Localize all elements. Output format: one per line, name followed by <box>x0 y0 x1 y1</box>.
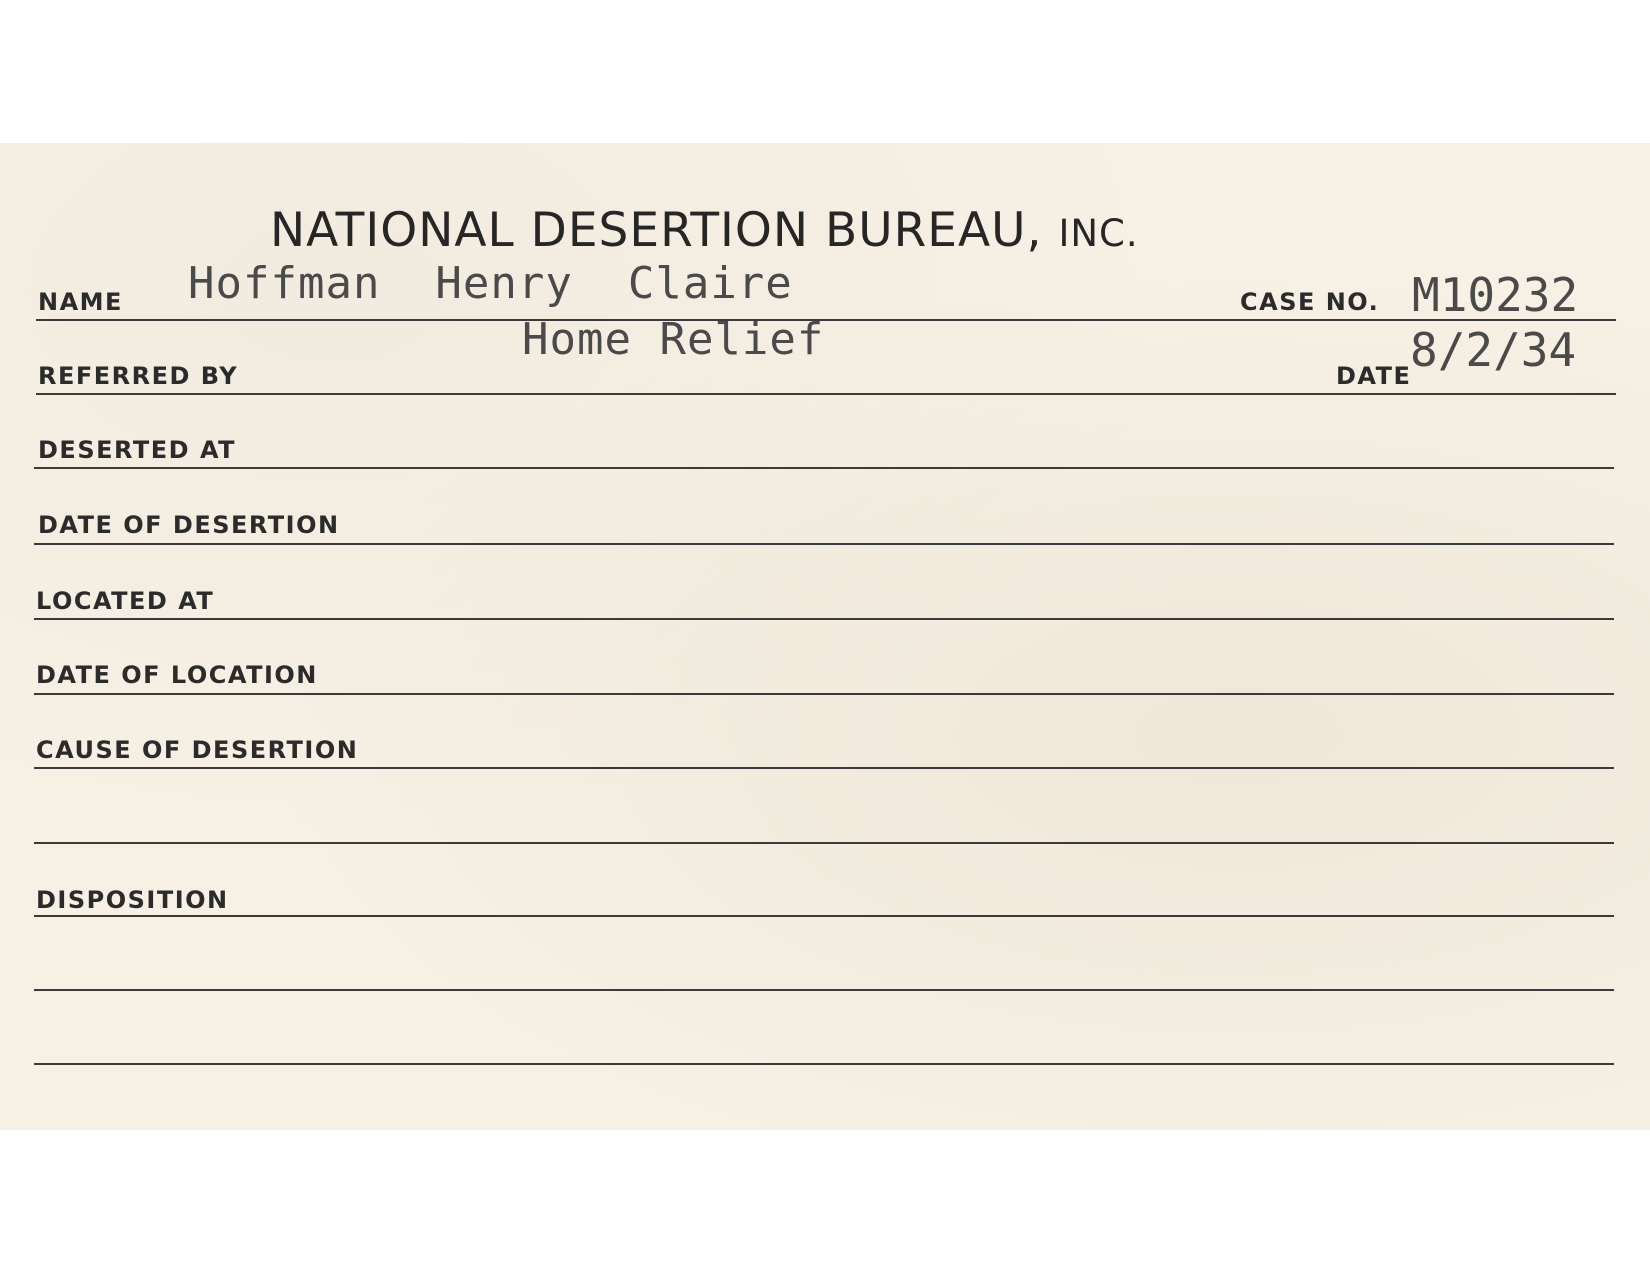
name-value: Hoffman Henry Claire <box>188 258 793 309</box>
deserted-at-label: DESERTED AT <box>38 436 237 464</box>
date-value: 8/2/34 <box>1410 323 1577 377</box>
name-line <box>36 319 1616 321</box>
name-label: NAME <box>38 288 123 316</box>
disposition-label: DISPOSITION <box>36 886 229 914</box>
cause-of-desertion-line-2 <box>34 842 1614 844</box>
referred-by-value: Home Relief <box>522 314 825 365</box>
referred-by-label: REFERRED BY <box>38 362 239 390</box>
deserted-at-line <box>34 467 1614 469</box>
date-of-desertion-label: DATE OF DESERTION <box>38 511 340 539</box>
card-title <box>270 203 1139 258</box>
title-main: NATIONAL DESERTION BUREAU, <box>270 203 1043 258</box>
date-of-location-line <box>34 693 1614 695</box>
case-no-value: M10232 <box>1412 268 1579 322</box>
date-of-desertion-line <box>34 543 1614 545</box>
located-at-label: LOCATED AT <box>36 587 215 615</box>
cause-of-desertion-label: CAUSE OF DESERTION <box>36 736 359 764</box>
case-no-label: CASE NO. <box>1240 288 1380 316</box>
date-of-location-label: DATE OF LOCATION <box>36 661 318 689</box>
located-at-line <box>34 618 1614 620</box>
cause-of-desertion-line <box>34 767 1614 769</box>
referred-by-line <box>36 393 1616 395</box>
date-label: DATE <box>1336 362 1412 390</box>
disposition-line-3 <box>34 1063 1614 1065</box>
disposition-line <box>34 915 1614 917</box>
disposition-line-2 <box>34 989 1614 991</box>
title-suffix: INC. <box>1058 212 1139 255</box>
